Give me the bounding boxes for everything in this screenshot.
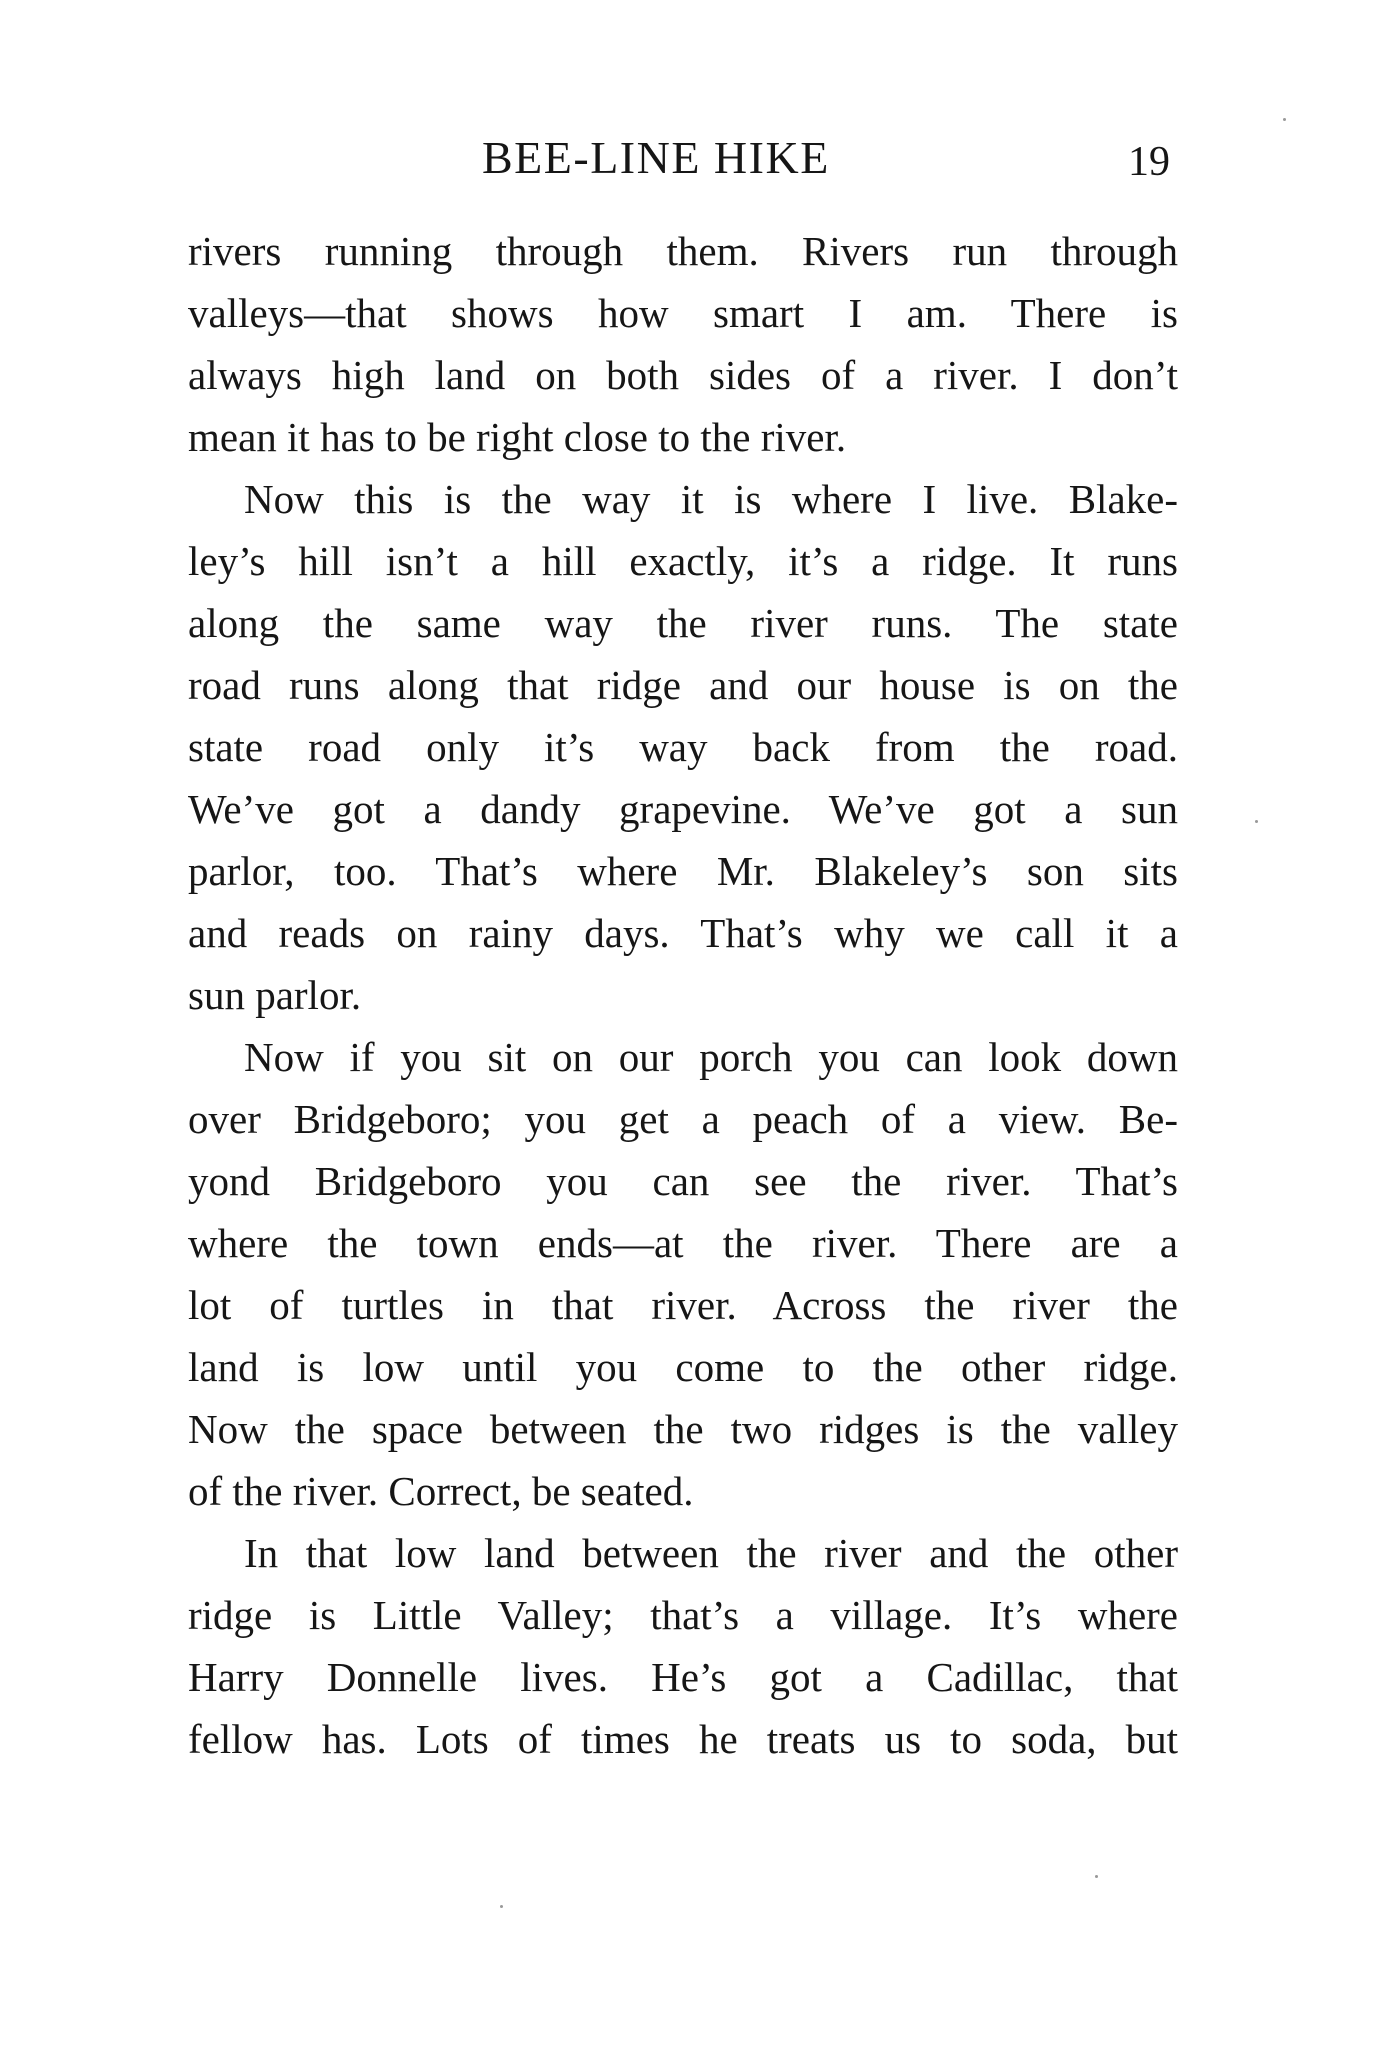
text-line: ridge is Little Valley; that’s a village. It’s where <box>188 1592 1178 1638</box>
paragraph <box>188 1522 1178 1770</box>
text-line: Now if you sit on our porch you can look down <box>244 1034 1178 1080</box>
text-line: lot of turtles in that river. Across the river the <box>188 1282 1178 1328</box>
body-text <box>188 220 1178 1770</box>
text-line: sun parlor. <box>188 972 362 1018</box>
paragraph <box>188 468 1178 1026</box>
paragraph <box>188 220 1178 468</box>
text-line: always high land on both sides of a river. I don’t <box>188 352 1178 398</box>
text-line: along the same way the river runs. The state <box>188 600 1178 646</box>
text-line: land is low until you come to the other ridge. <box>188 1344 1178 1390</box>
running-head <box>188 128 1188 188</box>
text-line: state road only it’s way back from the road. <box>188 724 1178 770</box>
text-line: mean it has to be right close to the river. <box>188 414 847 460</box>
scan-speck <box>500 1905 503 1908</box>
text-line: ley’s hill isn’t a hill exactly, it’s a ridge. It runs <box>188 538 1178 584</box>
text-line: fellow has. Lots of times he treats us to soda, but <box>188 1716 1178 1762</box>
text-line: over Bridgeboro; you get a peach of a view. Be- <box>188 1096 1178 1142</box>
text-line: parlor, too. That’s where Mr. Blakeley’s son sits <box>188 848 1178 894</box>
scan-speck <box>1095 1875 1098 1878</box>
text-line: and reads on rainy days. That’s why we call it a <box>188 910 1178 956</box>
text-line: yond Bridgeboro you can see the river. That’s <box>188 1158 1178 1204</box>
page-number: 19 <box>1128 139 1170 185</box>
scan-speck <box>1255 820 1258 823</box>
text-line: We’ve got a dandy grapevine. We’ve got a sun <box>188 786 1178 832</box>
text-line: rivers running through them. Rivers run through <box>188 228 1178 274</box>
running-title: BEE-LINE HIKE <box>482 132 830 183</box>
paragraph <box>188 1026 1178 1522</box>
text-line: of the river. Correct, be seated. <box>188 1468 694 1514</box>
text-line: Now the space between the two ridges is the valley <box>188 1406 1178 1452</box>
text-line: where the town ends—at the river. There are a <box>188 1220 1178 1266</box>
text-line: road runs along that ridge and our house is on the <box>188 662 1178 708</box>
scan-speck <box>1283 118 1286 121</box>
text-line: Harry Donnelle lives. He’s got a Cadillac, that <box>188 1654 1178 1700</box>
text-line: Now this is the way it is where I live. Blake- <box>244 476 1178 522</box>
text-line: In that low land between the river and the other <box>244 1530 1178 1576</box>
text-line: valleys—that shows how smart I am. There is <box>188 290 1178 336</box>
